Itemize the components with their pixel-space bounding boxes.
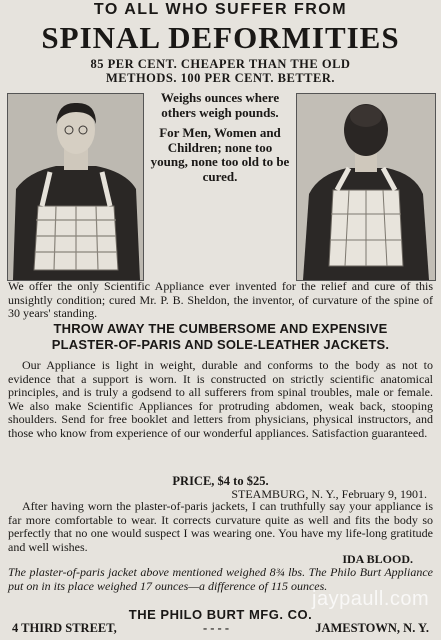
subheadline <box>8 57 433 85</box>
weight-note: The plaster-of-paris jacket above mentioned weighed 8¾ lbs. The Philo Burt Appliance put on in its place weighed 17 ounces—a difference of 115 ounces. <box>8 565 433 593</box>
testimonial-letter: After having worn the plaster-of-paris jackets, I can truthfully say your appliance is far more comfortable to wear. It corrects curvature quite as well and fits the body so perfectly that no one would suspect I was wearing one. You have my life-long gratitude and well wishes. <box>8 499 433 554</box>
address-dots: - - - - <box>202 621 229 635</box>
address-street: 4 THIRD STREET, <box>12 621 117 635</box>
center-text-for-all: For Men, Women and Children; none too young, none too old to be cured. <box>150 125 290 184</box>
throw-away-line-1: THROW AWAY THE CUMBERSOME AND EXPENSIVE <box>53 321 388 336</box>
main-title: SPINAL DEFORMITIES <box>41 20 400 55</box>
man-illustration <box>8 94 143 280</box>
center-column <box>150 91 290 184</box>
company-name: THE PHILO BURT MFG. CO. <box>128 607 313 622</box>
photo-man-front <box>7 93 144 281</box>
testimonial-dateline: STEAMBURG, N. Y., February 9, 1901. <box>231 487 427 501</box>
subheadline-line-1: 85 PER CENT. CHEAPER THAN THE OLD <box>90 57 351 71</box>
address-city: JAMESTOWN, N. Y. <box>315 621 429 635</box>
intro-paragraph: We offer the only Scientific Appliance ever invented for the relief and cure of this unsightly condition; cured Mr. P. B. Sheldon, the inventor, of curvature of the spine of 30 years' standing. <box>8 279 433 320</box>
body-paragraph: Our Appliance is light in weight, durable and conforms to the body as not to evidence that a support is worn. It is constructed on strictly scientific anatomical principles, and is truly a godsend to all sufferers from spinal troubles, male or female. We also make Scientific Appliances for protruding abdomen, weak back, stooping shoulders. Send for free booklet and letters from physicians, physical instructors, and those who know from experience of our wonderful appliances. Satisfaction guaranteed. <box>8 358 433 440</box>
subheadline-line-2: METHODS. 100 PER CENT. BETTER. <box>105 71 336 85</box>
throw-away-line-2: PLASTER-OF-PARIS AND SOLE-LEATHER JACKETS. <box>51 337 390 352</box>
testimonial-signature: IDA BLOOD. <box>342 552 413 566</box>
price-line: PRICE, $4 to $25. <box>172 474 269 488</box>
photo-woman-back <box>296 93 436 281</box>
woman-illustration <box>297 94 435 280</box>
center-text-weighs: Weighs ounces where others weigh pounds. <box>160 90 280 120</box>
throw-away-heading <box>8 321 433 353</box>
watermark: jaypaull.com <box>312 588 430 610</box>
company-address <box>8 621 433 636</box>
headline: TO ALL WHO SUFFER FROM <box>93 1 348 18</box>
